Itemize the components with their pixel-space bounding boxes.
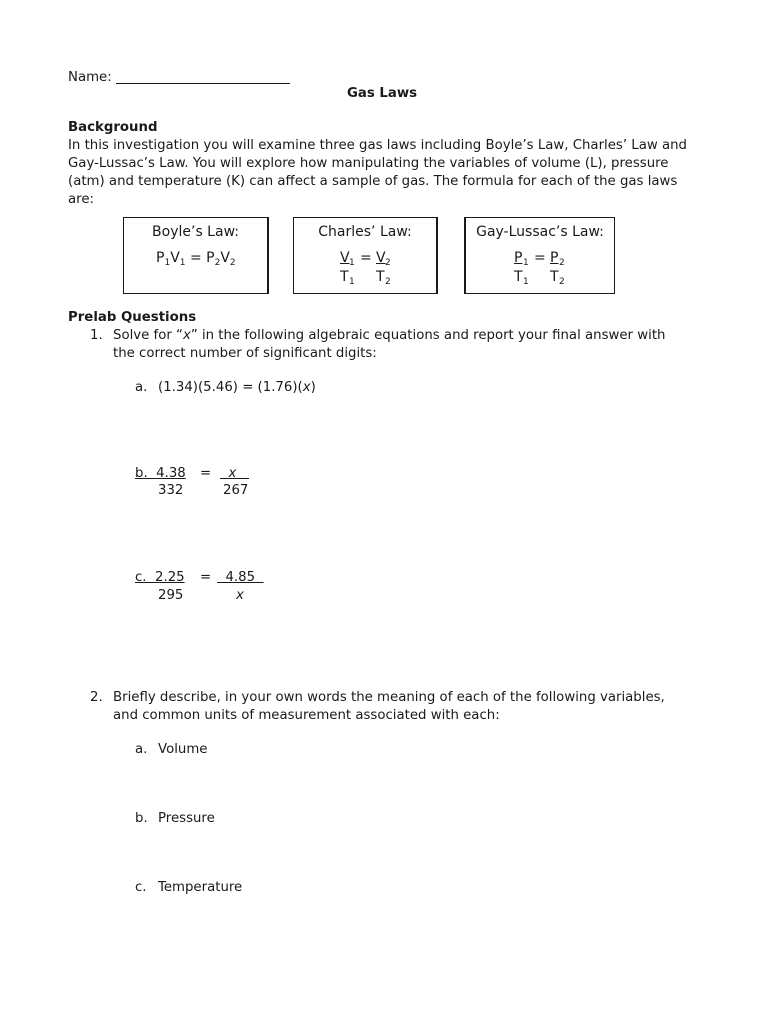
q2c-text: Temperature — [158, 880, 243, 895]
question-1-line2: the correct number of significant digits: — [113, 346, 377, 361]
boyles-law-box — [123, 217, 269, 294]
q2a-label: a. — [135, 742, 148, 757]
question-2-number: 2. — [90, 690, 103, 705]
charles-law-box: Charles’ Law: V 1 = V 2 T 1 T 2 — [293, 217, 438, 294]
background-text: In this investigation you will examine three gas laws including Boyle’s Law, Charles’ Law and Gay-Lussac’s Law. You will explore how manipulating the variables of volume (L), pressure (atm) and temperature (K) can affect a sample of gas. The formula for each of the gas laws are: — [68, 138, 687, 207]
q1a-equation: (1.34)(5.46) = (1.76)(x) — [158, 380, 316, 395]
question-2-line2: and common units of measurement associated with each: — [113, 708, 500, 723]
q2b-label: b. — [135, 811, 148, 826]
name-label: Name: — [68, 70, 112, 85]
charles-law-title: Charles’ Law: — [318, 224, 412, 240]
question-1-number: 1. — [90, 328, 103, 343]
prelab-heading: Prelab Questions — [68, 310, 197, 325]
boyles-law-formula: $P_1V_1 = P_2V_2$ — [156, 250, 236, 268]
background-heading: Background — [68, 120, 158, 135]
boyles-law-title: Boyle’s Law: — [152, 224, 239, 240]
q2a-text: Volume — [158, 742, 208, 757]
name-blank-line[interactable] — [116, 83, 290, 84]
question-2-line1: Briefly describe, in your own words the meaning of each of the following variables, — [113, 690, 665, 705]
page-title: Gas Laws — [347, 86, 418, 101]
question-1-line1: Solve for “x” in the following algebraic equations and report your final answer with — [113, 328, 666, 343]
gay-lussac-law-title: Gay-Lussac’s Law: — [476, 224, 604, 240]
q1a-label: a. — [135, 380, 148, 395]
q2b-text: Pressure — [158, 811, 215, 826]
q2c-label: c. — [135, 880, 147, 895]
gay-lussac-law-box: Gay-Lussac’s Law: P 1 = P 2 T 1 T 2 — [464, 217, 615, 294]
